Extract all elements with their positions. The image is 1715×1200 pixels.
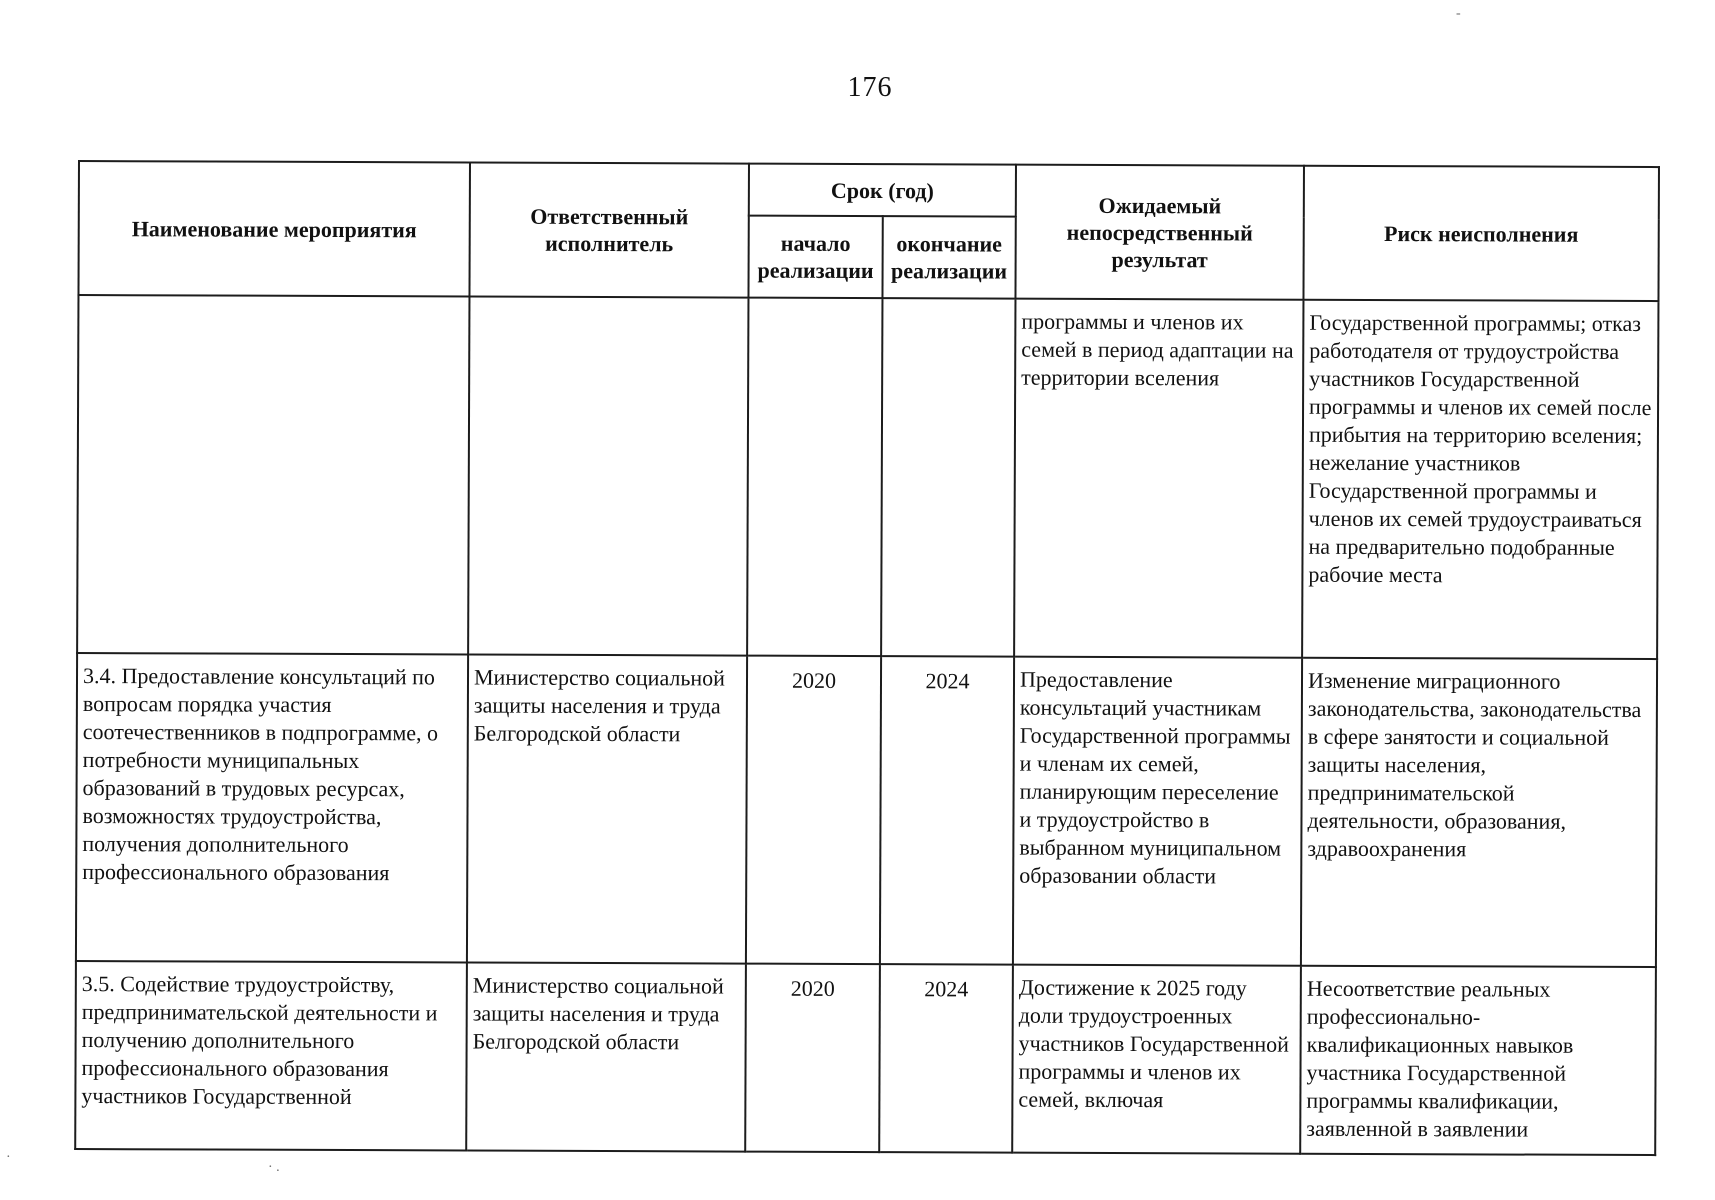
header-end: окончание реализации [882,216,1015,299]
cell-result: программы и членов их семей в период адаптации на территории вселения [1014,299,1303,658]
cell-result: Предоставление консультаций участникам Государственной программы и членам их семей, планирующим переселение и трудоустройство в выбранном муниципальном образовании области [1013,657,1302,966]
cell-executor: Министерство социальной защиты населения и труда Белгородской области [467,655,747,964]
cell-end [881,298,1015,657]
header-executor: Ответственный исполнитель [469,163,749,298]
cell-result: Достижение к 2025 году доли трудоустроенных участников Государственной программы и членов их семей, включая [1012,965,1301,1154]
scan-speck: · [6,1150,11,1165]
table-row [77,295,1658,659]
page-number: 176 [847,72,893,103]
header-risk: Риск неисполнения [1303,166,1659,301]
measures-table [74,160,1660,1156]
cell-start [747,298,882,657]
cell-executor [468,297,748,656]
scan-speck: - [1456,6,1461,21]
table-row [76,653,1657,967]
cell-name: 3.4. Предоставление консультаций по вопросам порядка участия соотечественников в подпрограмме, о потребности муниципальных образований в трудовых ресурсах, возможностях трудоустройства, получения дополнительного профессионального образования [76,653,468,962]
cell-risk: Государственной программы; отказ работодателя от трудоустройства участников Государственной программы и членов их семей после прибытия на территорию вселения; нежелание участников Государственной программы и членов их семей трудоустраиваться на предварительно подобранные рабочие места [1302,300,1658,659]
cell-end: 2024 [880,656,1014,965]
cell-executor: Министерство социальной защиты населения и труда Белгородской области [466,962,746,1151]
header-name: Наименование мероприятия [78,161,470,297]
table-header-row [79,161,1659,219]
cell-name [77,295,469,654]
cell-start: 2020 [746,656,881,965]
cell-risk: Изменение миграционного законодательства, законодательства в сфере занятости и социальной защиты населения, предпринимательской деятельности, образования, здравоохранения [1301,658,1657,967]
cell-name: 3.5. Содействие трудоустройству, предпринимательской деятельности и получению дополнительного профессионального образования участников Государственной [75,961,467,1151]
header-term: Срок (год) [749,164,1016,217]
header-result: Ожидаемый непосредственный результат [1015,165,1304,300]
header-start: начало реализации [748,216,882,299]
table-row [75,961,1656,1155]
cell-risk: Несоответствие реальных профессионально-квалификационных навыков участника Государственной программы квалификации, заявленной в заявлении [1300,966,1656,1155]
cell-start: 2020 [745,964,880,1153]
cell-end: 2024 [879,964,1013,1153]
scan-speck: · . [268,1160,280,1175]
